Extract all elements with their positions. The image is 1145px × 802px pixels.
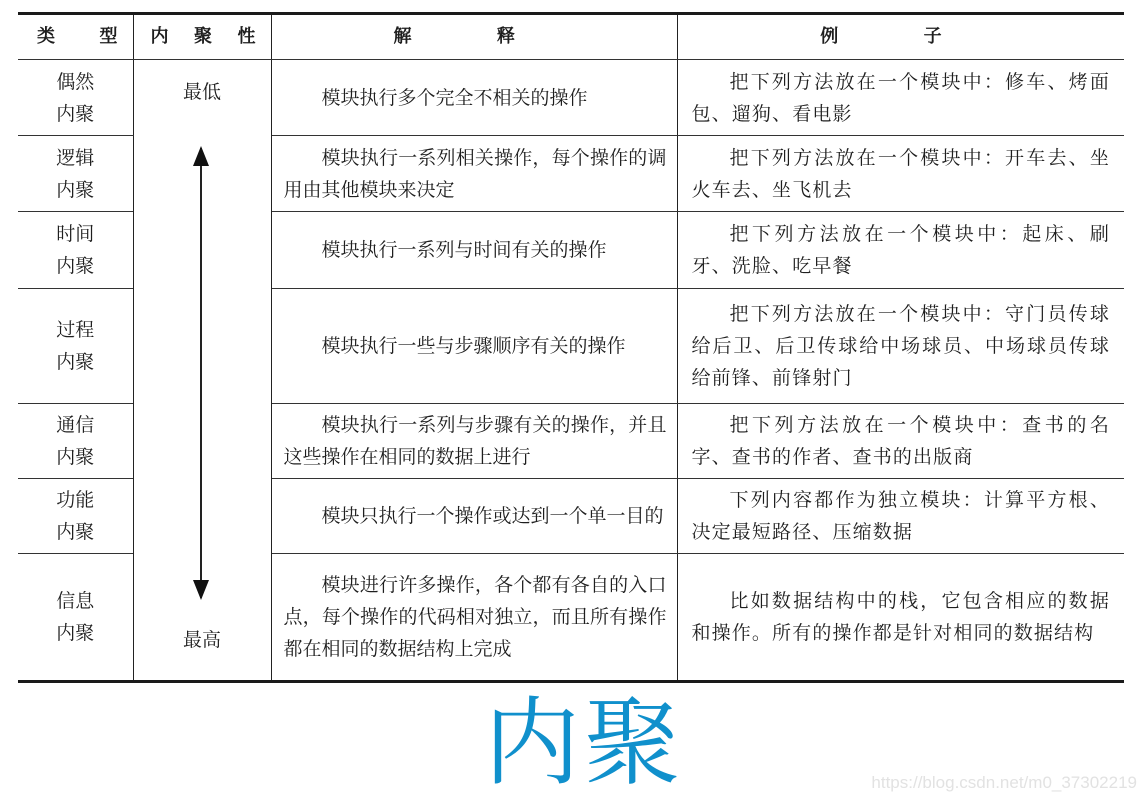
explanation-cell: 模块只执行一个操作或达到一个单一目的 xyxy=(271,479,677,554)
header-example xyxy=(677,14,1124,60)
example-cell: 把下列方法放在一个模块中：查书的名字、查书的作者、查书的出版商 xyxy=(677,404,1124,479)
header-type xyxy=(18,14,133,60)
type-suffix: 内聚 xyxy=(56,622,95,644)
type-suffix: 内聚 xyxy=(56,102,95,125)
type-name: 功能 xyxy=(56,489,95,511)
type-suffix: 内聚 xyxy=(56,521,95,543)
type-cell xyxy=(18,479,133,554)
explanation-cell: 模块执行一系列与步骤有关的操作，并且这些操作在相同的数据上进行 xyxy=(271,404,677,479)
header-example-label: 例 子 xyxy=(820,26,982,47)
cohesion-types-table xyxy=(18,12,1124,683)
header-cohesion xyxy=(133,14,271,60)
header-row xyxy=(18,14,1124,60)
table-row xyxy=(18,60,1124,136)
type-cell xyxy=(18,136,133,212)
double-arrow-icon xyxy=(200,148,202,598)
header-explanation-label: 解 释 xyxy=(393,26,555,47)
example-cell: 下列内容都作为独立模块：计算平方根、决定最短路径、压缩数据 xyxy=(677,479,1124,554)
cohesion-low-label: 最低 xyxy=(182,81,221,103)
type-name: 逻辑 xyxy=(56,146,95,169)
type-suffix: 内聚 xyxy=(56,255,95,277)
type-cell xyxy=(18,212,133,289)
type-name: 偶然 xyxy=(56,70,95,93)
type-suffix: 内聚 xyxy=(56,446,95,468)
explanation-cell: 模块执行一些与步骤顺序有关的操作 xyxy=(271,289,677,404)
header-type-char: 类 xyxy=(37,26,55,47)
example-cell: 把下列方法放在一个模块中：修车、烤面包、遛狗、看电影 xyxy=(677,60,1124,136)
example-cell: 把下列方法放在一个模块中：守门员传球给后卫、后卫传球给中场球员、中场球员传球给前锋、前锋射门 xyxy=(677,289,1124,404)
explanation-cell: 模块执行一系列相关操作，每个操作的调用由其他模块来决定 xyxy=(271,136,677,212)
explanation-cell: 模块进行许多操作，各个都有各自的入口点，每个操作的代码相对独立，而且所有操作都在相同的数据结构上完成 xyxy=(271,554,677,682)
cohesion-high-label: 最高 xyxy=(182,629,221,651)
type-name: 时间 xyxy=(56,223,95,245)
type-cell xyxy=(18,289,133,404)
header-cohesion-char: 性 xyxy=(237,26,256,47)
page-title: 内聚 xyxy=(484,687,684,799)
type-suffix: 内聚 xyxy=(56,178,95,201)
header-cohesion-char: 内 xyxy=(150,26,169,47)
explanation-cell: 模块执行多个完全不相关的操作 xyxy=(271,60,677,136)
type-cell xyxy=(18,554,133,682)
type-cell xyxy=(18,404,133,479)
header-explanation xyxy=(271,14,677,60)
example-cell: 把下列方法放在一个模块中：开车去、坐火车去、坐飞机去 xyxy=(677,136,1124,212)
cohesion-scale-cell xyxy=(133,60,271,682)
explanation-cell: 模块执行一系列与时间有关的操作 xyxy=(271,212,677,289)
type-name: 通信 xyxy=(56,414,95,436)
type-name: 信息 xyxy=(56,590,95,612)
header-type-char: 型 xyxy=(99,26,118,47)
watermark: https://blog.csdn.net/m0_37302219 xyxy=(871,773,1137,792)
type-cell xyxy=(18,60,133,136)
header-cohesion-char: 聚 xyxy=(194,26,212,47)
type-name: 过程 xyxy=(56,319,95,341)
example-cell: 把下列方法放在一个模块中：起床、刷牙、洗脸、吃早餐 xyxy=(677,212,1124,289)
type-suffix: 内聚 xyxy=(56,351,95,373)
example-cell: 比如数据结构中的栈，它包含相应的数据和操作。所有的操作都是针对相同的数据结构 xyxy=(677,554,1124,682)
